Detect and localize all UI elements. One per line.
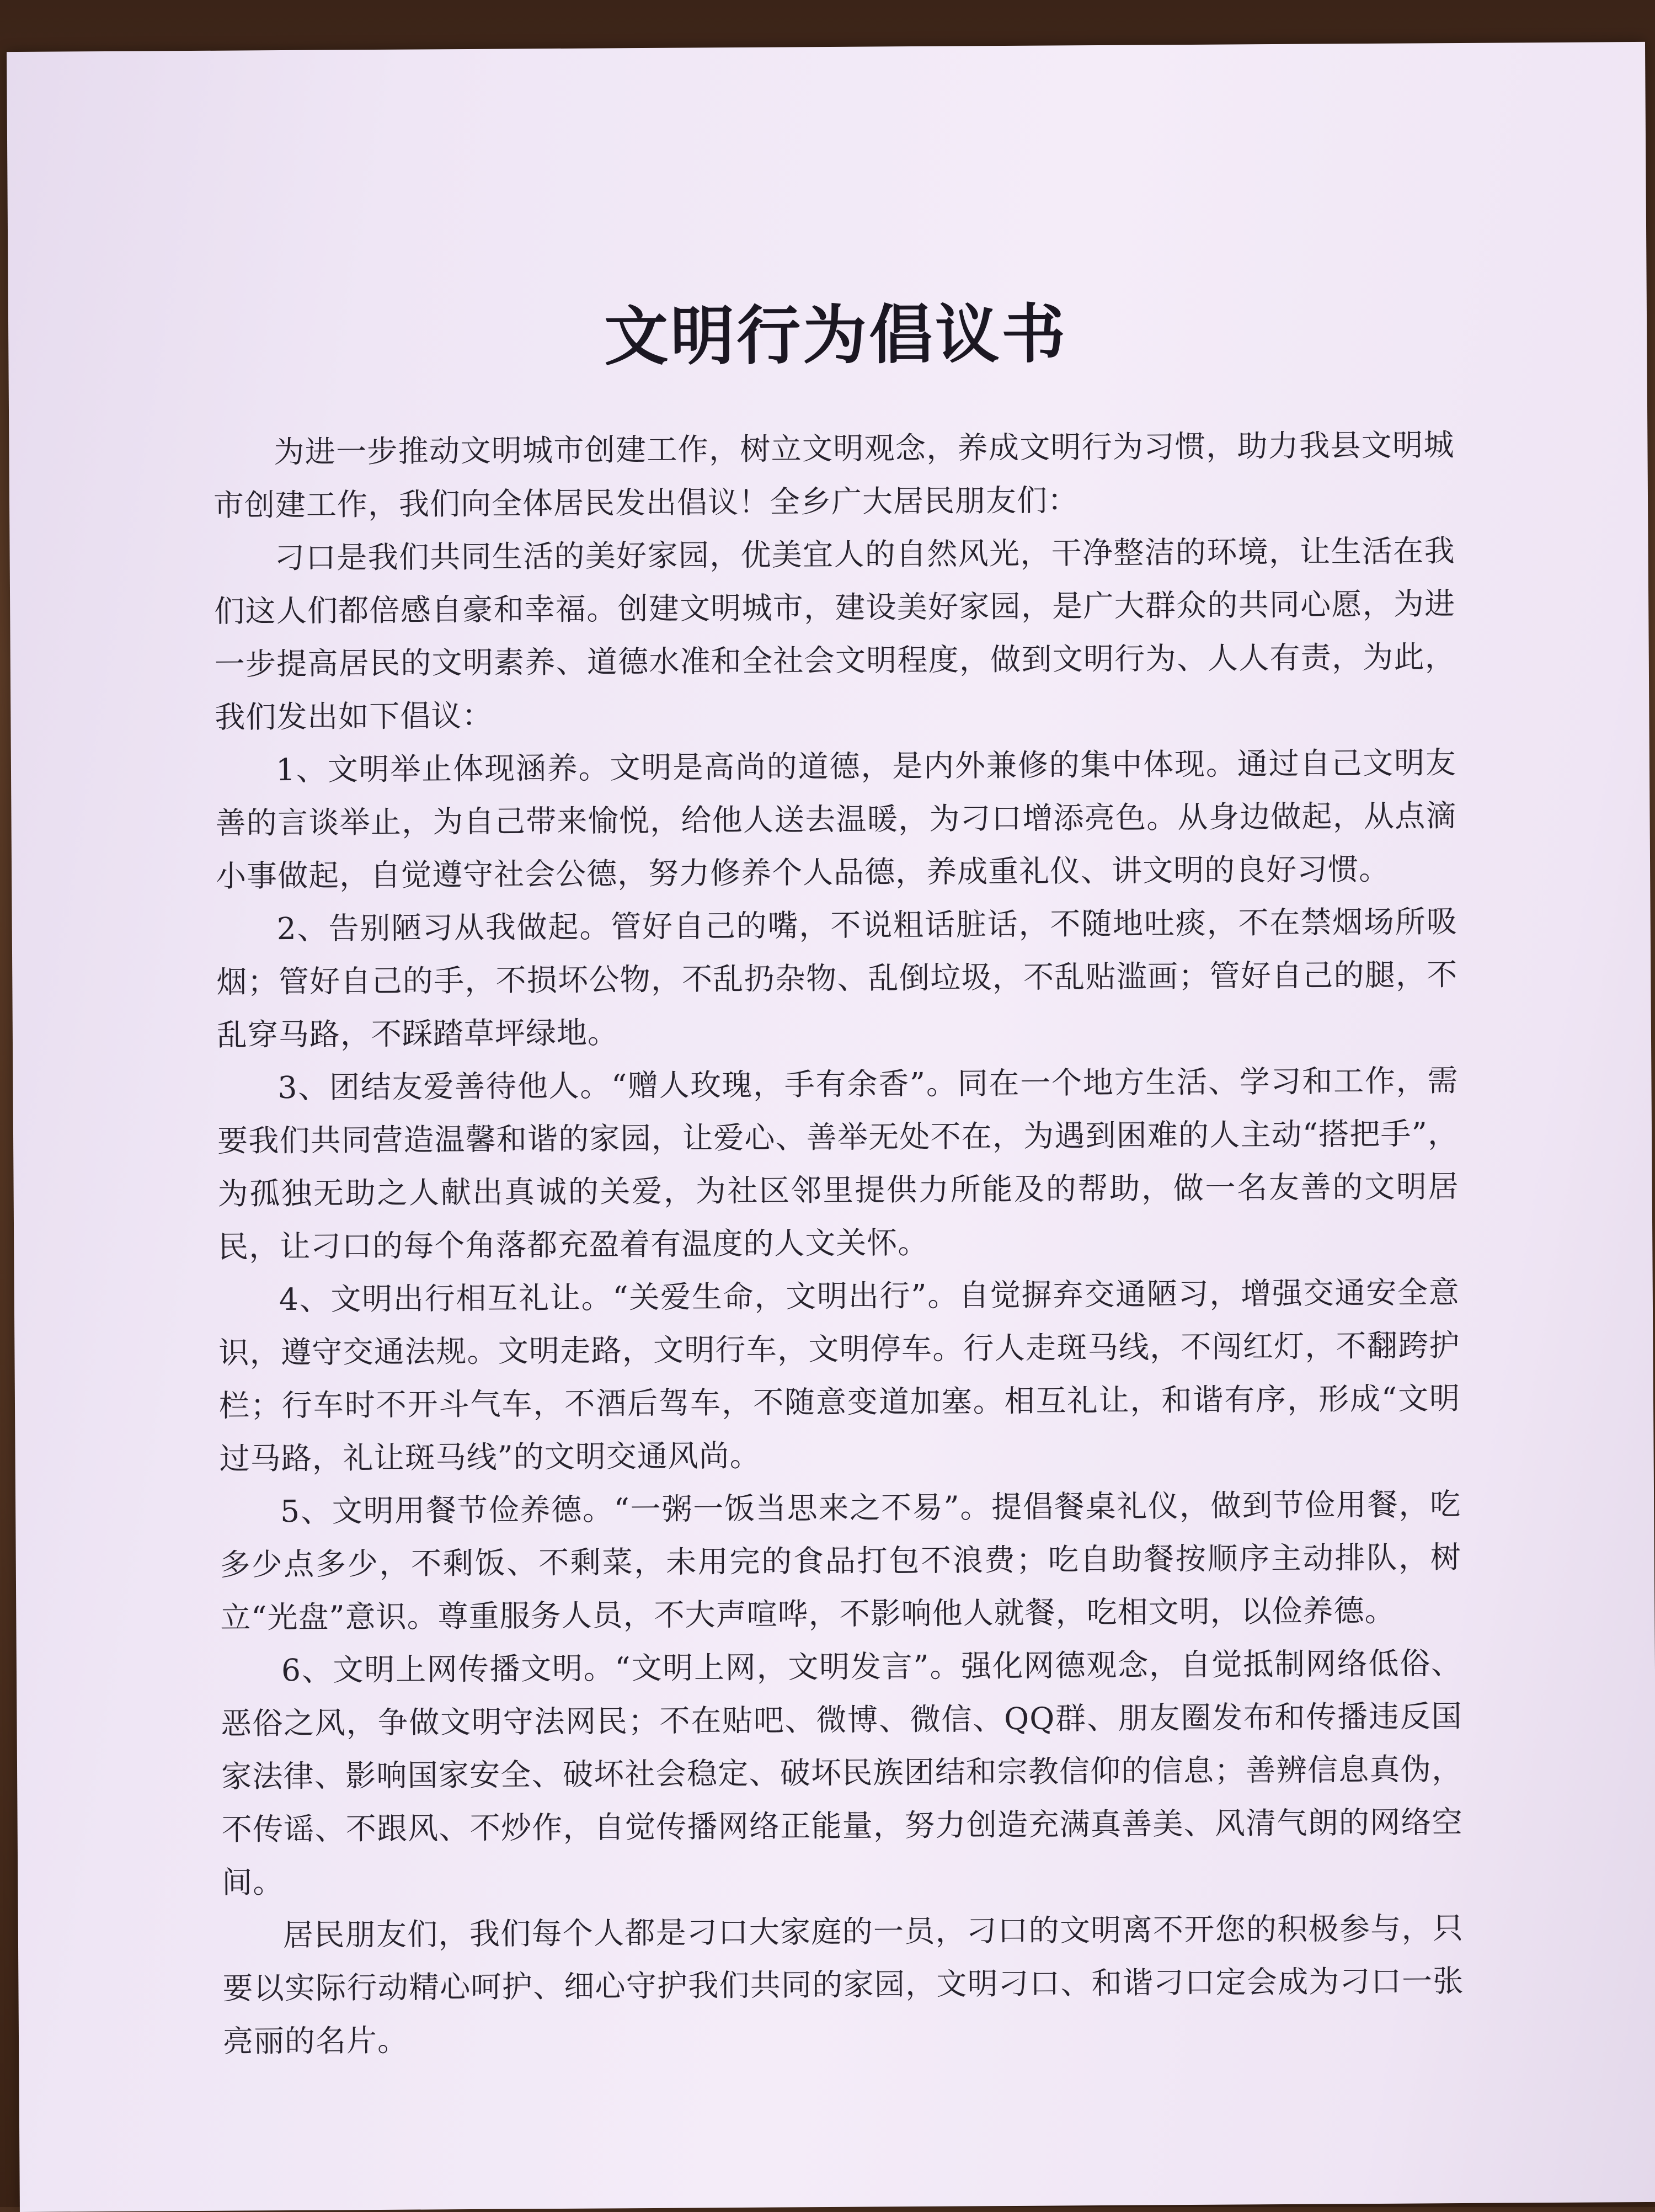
paragraph-item-5: 5、文明用餐节俭养德。“一粥一饭当思来之不易”。提倡餐桌礼仪，做到节俭用餐，吃多少点多少，不剩饭、不剩菜，未用完的食品打包不浪费；吃自助餐按顺序主动排队，树立“光盘”意识。尊重服务人员，不大声喧哗，不影响他人就餐，吃相文明，以俭养德。 <box>220 1486 1461 1635</box>
paragraph-closing: 居民朋友们，我们每个人都是刁口大家庭的一员，刁口的文明离不开您的积极参与，只要以实际行动精心呵护、细心守护我们共同的家园，文明刁口、和谐刁口定会成为刁口一张亮丽的名片。 <box>222 1910 1464 2059</box>
document-title: 文明行为倡议书 <box>604 296 1068 375</box>
paragraph-item-3: 3、团结友爱善待他人。“赠人玫瑰，手有余香”。同在一个地方生活、学习和工作，需要我们共同营造温馨和谐的家园，让爱心、善举无处不在，为遇到困难的人主动“搭把手”，为孤独无助之人献出真诚的关爱，为社区邻里提供力所能及的帮助，做一名友善的文明居民，让刁口的每个角落都充盈着有温度的人文关怀。 <box>217 1063 1459 1265</box>
paragraph-item-1: 1、文明举止体现涵养。文明是高尚的道德，是内外兼修的集中体现。通过自己文明友善的言谈举止，为自己带来愉悦，给他人送去温暖，为刁口增添亮色。从身边做起，从点滴小事做起，自觉遵守社会公德，努力修养个人品德，养成重礼仪、讲文明的良好习惯。 <box>215 745 1457 894</box>
paragraph-intro: 为进一步推动文明城市创建工作，树立文明观念，养成文明行为习惯，助力我县文明城市创建工作，我们向全体居民发出倡议！全乡广大居民朋友们： <box>213 427 1455 523</box>
paper-sheet <box>7 42 1655 2212</box>
paragraph-item-6: 6、文明上网传播文明。“文明上网，文明发言”。强化网德观念，自觉抵制网络低俗、恶俗之风，争做文明守法网民；不在贴吧、微博、微信、QQ群、朋友圈发布和传播违反国家法律、影响国家安全、破坏社会稳定、破坏民族团结和宗教信仰的信息；善辨信息真伪，不传谣、不跟风、不炒作，自觉传播网络正能量，努力创造充满真善美、风清气朗的网络空间。 <box>221 1645 1463 1900</box>
paragraph-item-4: 4、文明出行相互礼让。“关爱生命，文明出行”。自觉摒弃交通陋习，增强交通安全意识，遵守交通法规。文明走路，文明行车，文明停车。行人走斑马线，不闯红灯，不翻跨护栏；行车时不开斗气车，不酒后驾车，不随意变道加塞。相互礼让，和谐有序，形成“文明过马路，礼让斑马线”的文明交通风尚。 <box>218 1275 1461 1477</box>
document-body <box>213 418 1464 2068</box>
paragraph-item-2: 2、告别陋习从我做起。管好自己的嘴，不说粗话脏话，不随地吐痰，不在禁烟场所吸烟；管好自己的手，不损坏公物，不乱扔杂物、乱倒垃圾，不乱贴滥画；管好自己的腿，不乱穿马路，不踩踏草坪绿地。 <box>216 904 1458 1053</box>
paragraph-background: 刁口是我们共同生活的美好家园，优美宜人的自然风光，干净整洁的环境，让生活在我们这人们都倍感自豪和幸福。创建文明城市，建设美好家园，是广大群众的共同心愿，为进一步提高居民的文明素养、道德水准和全社会文明程度，做到文明行为、人人有责，为此，我们发出如下倡议： <box>214 533 1456 735</box>
